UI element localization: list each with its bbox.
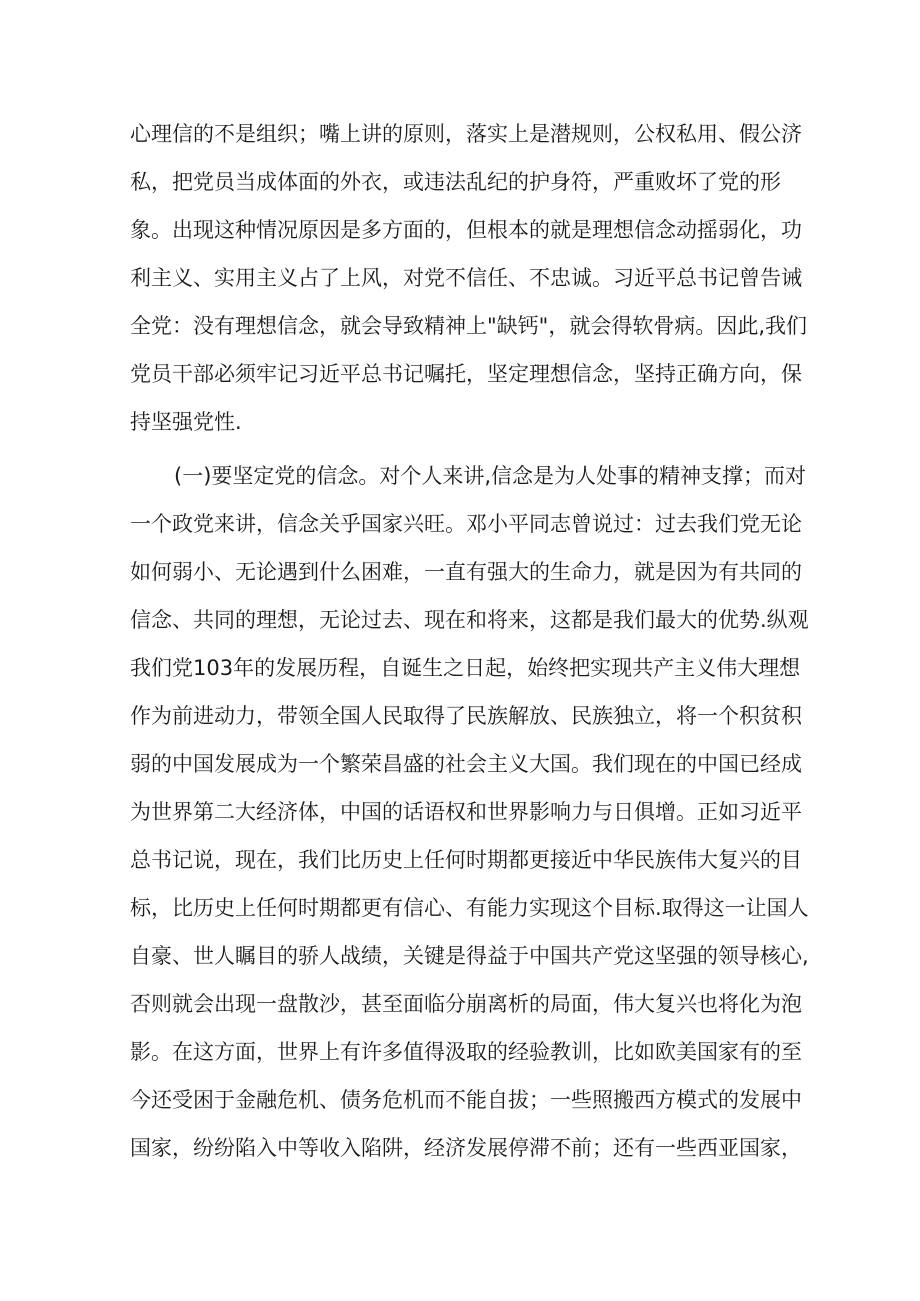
paragraph-line: 全党：没有理想信念，就会导致精神上"缺钙"，就会得软骨病。因此,我们 xyxy=(130,314,807,338)
paragraph-line: 如何弱小、无论遇到什么困难，一直有强大的生命力，就是因为有共同的 xyxy=(130,560,802,584)
paragraph-line: 我们党103年的发展历程，自诞生之日起，始终把实现共产主义伟大理想 xyxy=(130,656,801,680)
paragraph-line: 党员干部必须牢记习近平总书记嘱托，坚定理想信念，坚持正确方向，保 xyxy=(130,362,802,386)
paragraph-line: 今还受困于金融危机、债务危机而不能自拔；一些照搬西方模式的发展中 xyxy=(130,1088,802,1112)
paragraph-line: 否则就会出现一盘散沙，甚至面临分崩离析的局面，伟大复兴也将化为泡 xyxy=(130,992,802,1016)
paragraph-line: 私，把党员当成体面的外衣，或违法乱纪的护身符，严重败坏了党的形 xyxy=(130,170,781,194)
paragraph-line: (一)要坚定党的信念。对个人来讲,信念是为人处事的精神支撑；而对 xyxy=(174,464,807,488)
paragraph-line: 自豪、世人瞩目的骄人战绩，关键是得益于中国共产党这坚强的领导核心, xyxy=(130,944,809,968)
paragraph-line: 利主义、实用主义占了上风，对党不信任、不忠诚。习近平总书记曾告诫 xyxy=(130,266,802,290)
paragraph-line: 信念、共同的理想，无论过去、现在和将来，这都是我们最大的优势.纵观 xyxy=(130,608,809,632)
paragraph-line: 作为前进动力，带领全国人民取得了民族解放、民族独立，将一个积贫积 xyxy=(130,704,802,728)
paragraph-line: 为世界第二大经济体，中国的话语权和世界影响力与日俱增。正如习近平 xyxy=(130,800,802,824)
paragraph-line: 心理信的不是组织；嘴上讲的原则，落实上是潜规则，公权私用、假公济 xyxy=(130,122,802,146)
paragraph-2 xyxy=(130,452,809,1172)
paragraph-line: 标，比历史上任何时期都更有信心、有能力实现这个目标.取得这一让国人 xyxy=(130,896,809,920)
paragraph-line: 影。在这方面，世界上有许多值得汲取的经验教训，比如欧美国家有的至 xyxy=(130,1040,802,1064)
paragraph-line: 象。出现这种情况原因是多方面的，但根本的就是理想信念动摇弱化，功 xyxy=(130,218,802,242)
paragraph-line: 国家，纷纷陷入中等收入陷阱，经济发展停滞不前；还有一些西亚国家， xyxy=(130,1136,802,1160)
paragraph-line: 持坚强党性. xyxy=(130,410,242,434)
paragraph-line: 总书记说，现在，我们比历史上任何时期都更接近中华民族伟大复兴的目 xyxy=(130,848,802,872)
paragraph-line: 弱的中国发展成为一个繁荣昌盛的社会主义大国。我们现在的中国已经成 xyxy=(130,752,802,776)
paragraph-1 xyxy=(130,110,807,446)
paragraph-line: 一个政党来讲，信念关乎国家兴旺。邓小平同志曾说过：过去我们党无论 xyxy=(130,512,802,536)
